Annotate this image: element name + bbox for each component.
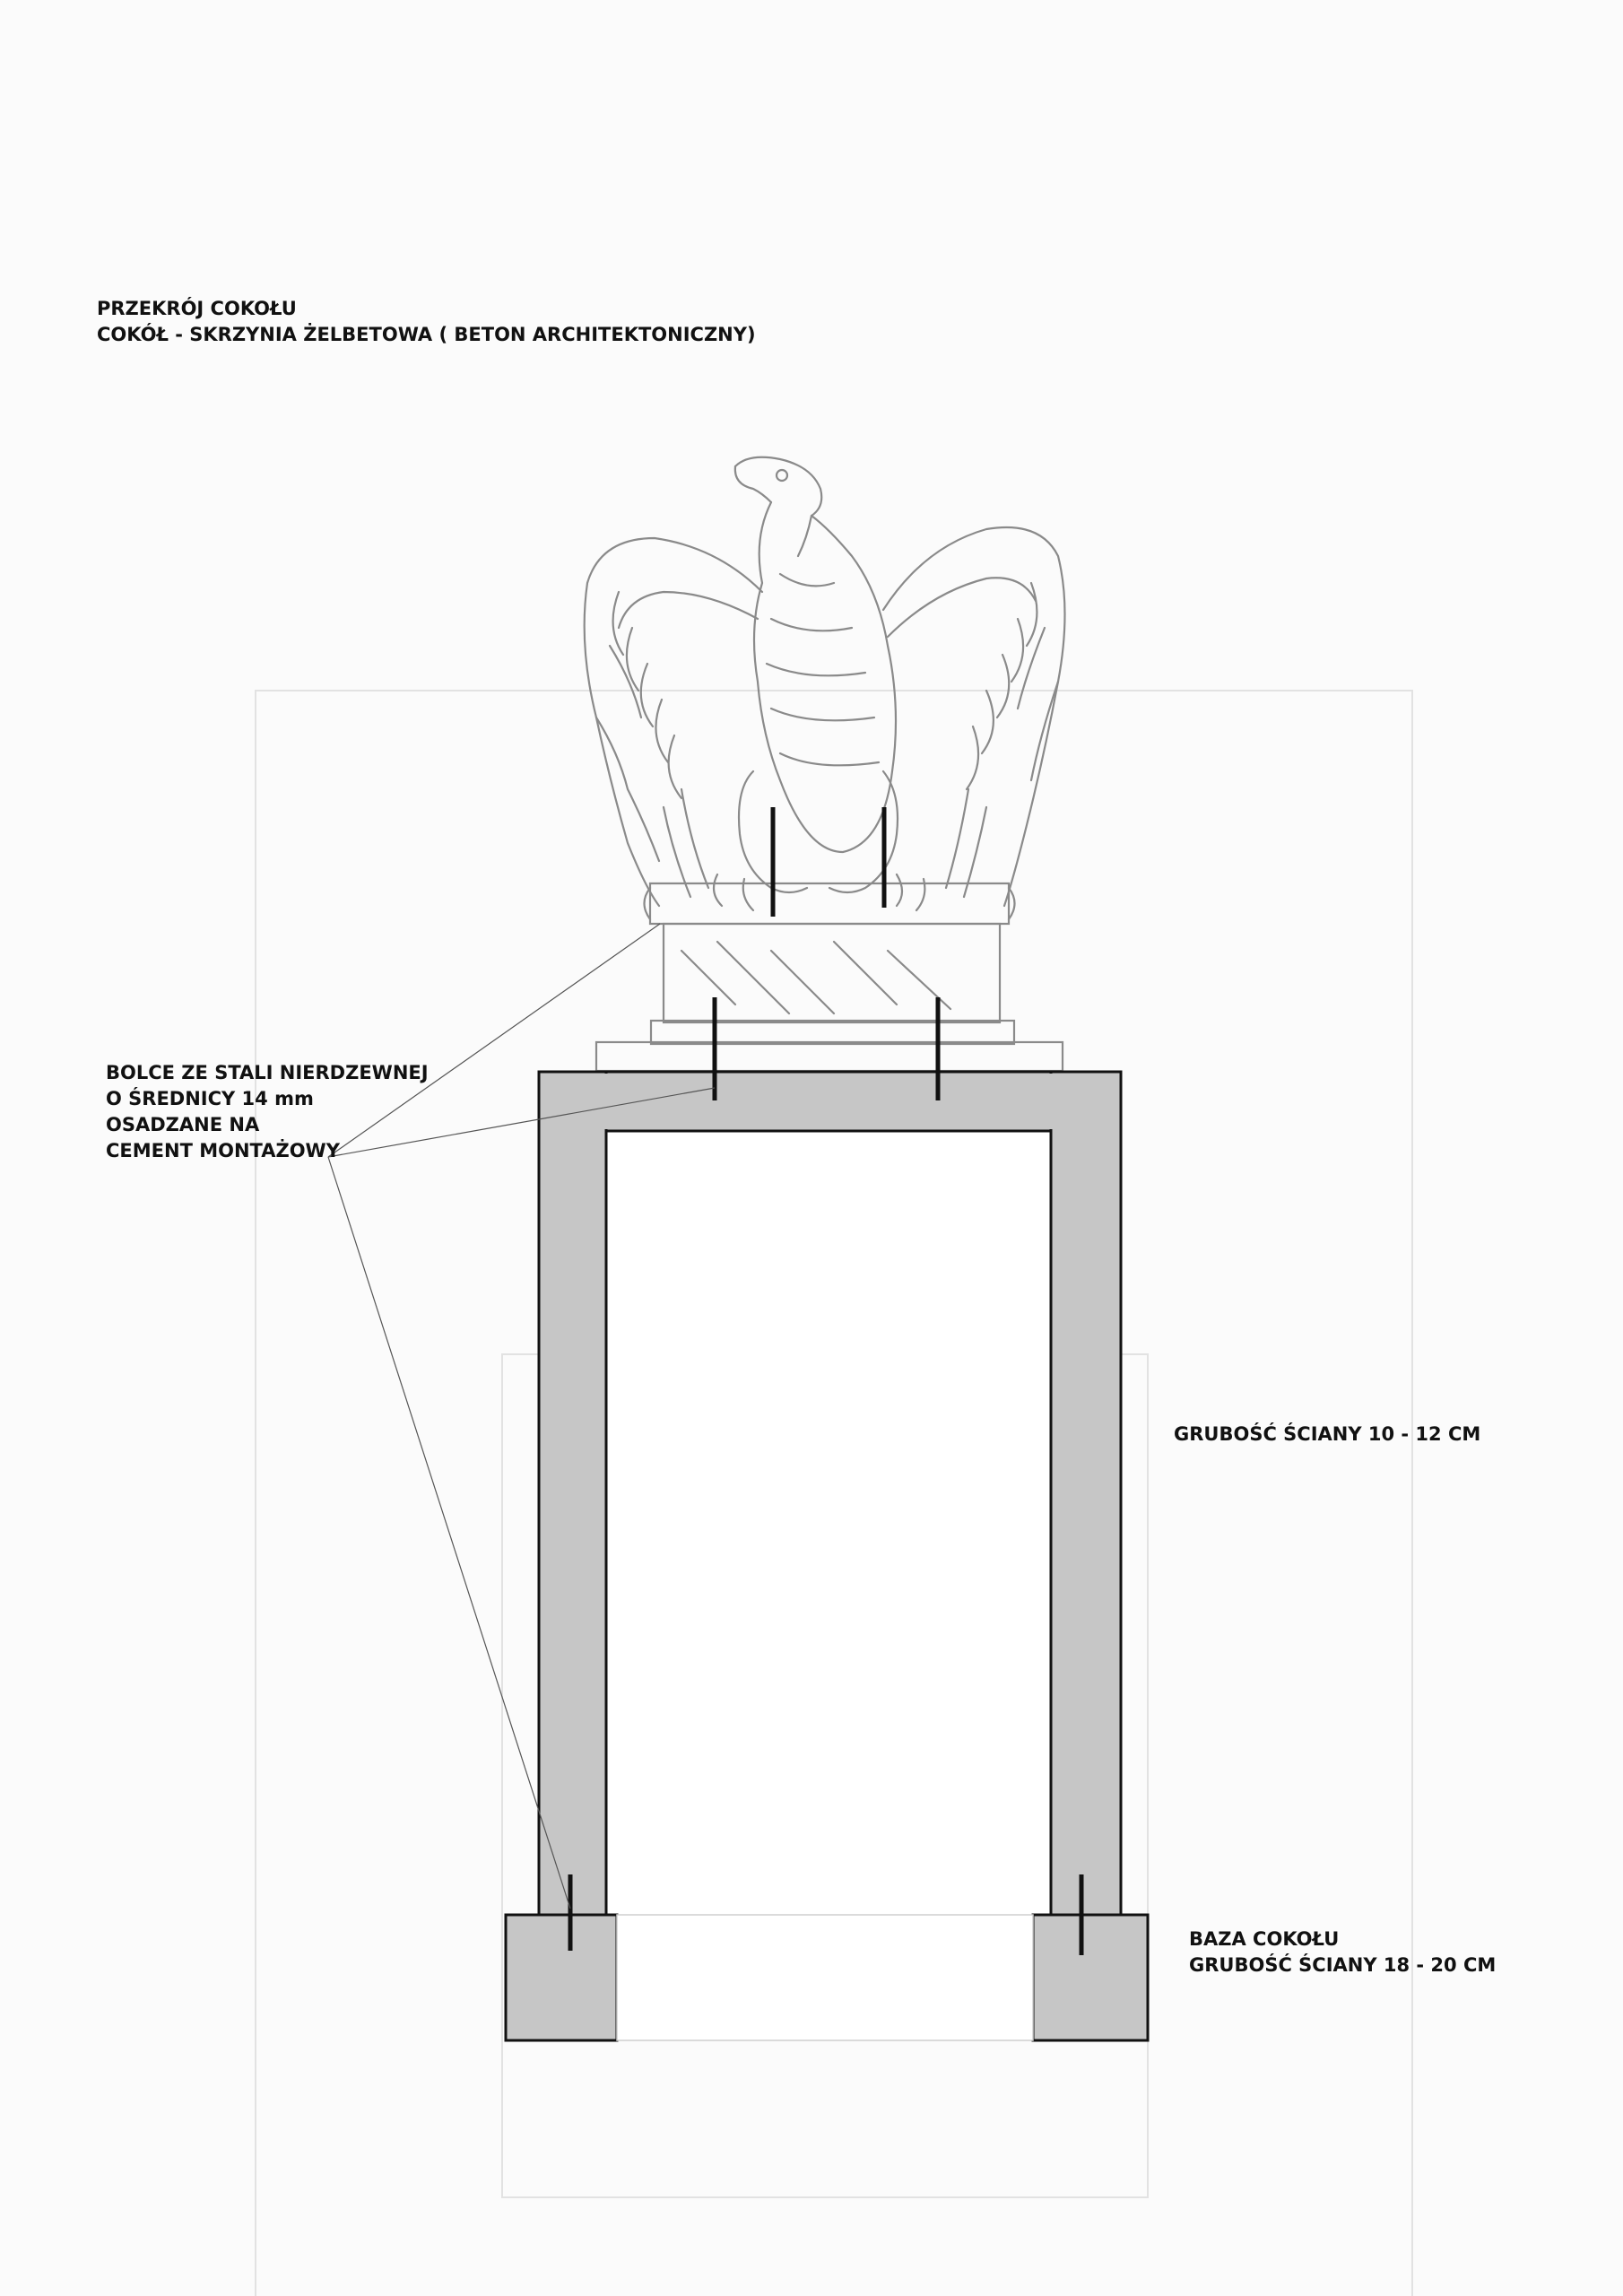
base-annotation-line1: BAZA COKOŁU [1189, 1928, 1340, 1950]
eagle-sculpture [585, 457, 1065, 1071]
bolts-annotation-line2: O ŚREDNICY 14 mm [106, 1088, 314, 1109]
wall-thickness-line1: GRUBOŚĆ ŚCIANY 10 - 12 CM [1174, 1423, 1481, 1445]
base-annotation [1189, 1926, 1496, 1979]
base-center-slab [617, 1915, 1033, 2040]
leader-line [328, 1157, 570, 1909]
section-title: PRZEKRÓJ COKOŁU [97, 298, 297, 319]
wall-thickness-annotation [1174, 1422, 1480, 1448]
plinth-box-section [506, 1072, 1148, 2040]
hollow-interior [606, 1131, 1051, 1917]
base-left-block [506, 1915, 617, 2040]
bolts-annotation [106, 1060, 429, 1164]
section-subtitle: COKÓŁ - SKRZYNIA ŻELBETOWA ( BETON ARCHITEKTONICZNY) [97, 324, 756, 345]
bolts-annotation-line3: OSADZANE NA [106, 1114, 260, 1135]
base-right-block [1033, 1915, 1148, 2040]
bolts-annotation-line4: CEMENT MONTAŻOWY [106, 1140, 340, 1161]
bolts-annotation-line1: BOLCE ZE STALI NIERDZEWNEJ [106, 1062, 429, 1083]
base-annotation-line2: GRUBOŚĆ ŚCIANY 18 - 20 CM [1189, 1954, 1497, 1976]
